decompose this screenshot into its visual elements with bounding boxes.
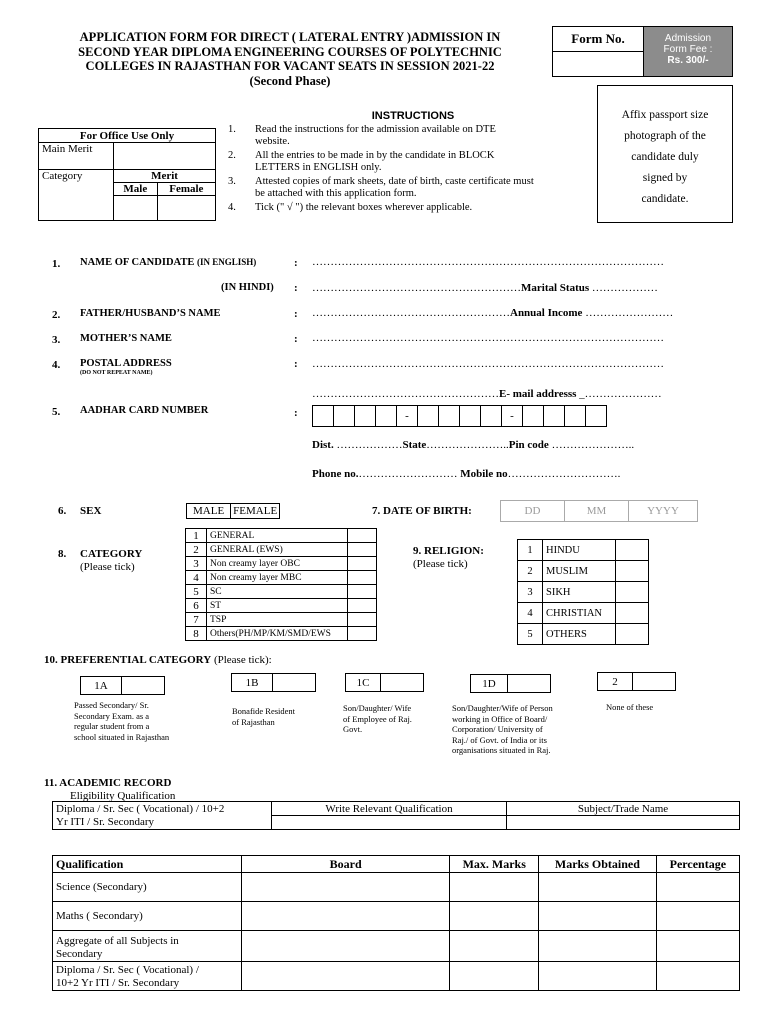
preferential-desc-line: working in Office of Board/	[452, 713, 548, 724]
preferential-option-1c	[345, 673, 424, 692]
category-num: 8.	[58, 548, 67, 560]
aadhar-digit-box[interactable]	[334, 406, 355, 427]
f1-label	[80, 257, 256, 268]
marks-row-line1: Diploma / Sr. Sec ( Vocational) /	[56, 964, 199, 976]
preferential-description	[343, 703, 412, 735]
dist-row[interactable]	[312, 439, 634, 451]
category-row-name: Others(PH/MP/KM/SMD/EWS	[207, 627, 348, 641]
form-fee-box	[643, 26, 733, 77]
category-row	[186, 627, 377, 641]
category-row	[186, 557, 377, 571]
religion-tick-box[interactable]	[616, 624, 649, 645]
address-field-line-1[interactable]: ……………………………………………………………………………………	[312, 358, 664, 370]
instruction-item	[228, 202, 568, 215]
marks-row	[53, 902, 740, 931]
f1-colon: :	[294, 257, 298, 269]
title-line-3: COLLEGES IN RAJASTHAN FOR VACANT SEATS IN SESSION 2021-22	[85, 59, 495, 73]
sex-num: 6.	[58, 505, 67, 517]
category-tick-box[interactable]	[348, 543, 377, 557]
category-tick-box[interactable]	[348, 529, 377, 543]
fee-line-2: Form Fee :	[663, 44, 713, 55]
marks-row	[53, 962, 740, 991]
category-table	[185, 528, 377, 641]
aadhar-digit-box[interactable]	[523, 406, 544, 427]
office-title: For Office Use Only	[39, 129, 216, 143]
f4-colon: :	[294, 358, 298, 370]
marks-row-line2: 10+2 Yr ITI / Sr. Secondary	[56, 977, 180, 989]
f2-colon: :	[294, 308, 298, 320]
preferential-description	[606, 702, 653, 713]
f1-name-english-field[interactable]: ……………………………………………………………………………………	[312, 256, 664, 268]
preferential-code: 1B	[232, 674, 273, 692]
category-row-name: Non creamy layer OBC	[207, 557, 348, 571]
email-label: E- mail addresss	[499, 388, 577, 400]
marks-row-line1: Aggregate of all Subjects in	[56, 935, 179, 947]
marks-input-cell[interactable]	[242, 902, 450, 931]
category-tick-box[interactable]	[348, 571, 377, 585]
preferential-description	[74, 700, 169, 742]
religion-row-name: CHRISTIAN	[543, 603, 616, 624]
mobile-label: Mobile no	[460, 468, 508, 480]
form-title	[30, 30, 550, 88]
preferential-tick-box[interactable]	[122, 677, 165, 695]
instruction-item	[228, 150, 568, 175]
preferential-option-2	[597, 672, 676, 691]
preferential-heading	[44, 654, 272, 666]
income-dots: ……………………	[585, 307, 674, 319]
marital-label: Marital Status	[521, 282, 590, 294]
f4-num: 4.	[52, 359, 61, 371]
mother-name-field[interactable]: ……………………………………………………………………………………	[312, 332, 664, 344]
aadhar-digit-box[interactable]	[313, 406, 334, 427]
phone-dots: ………………………	[358, 468, 458, 480]
instruction-line1: Read the instructions for the admission available on DTE	[255, 123, 496, 135]
marks-input-cell[interactable]	[242, 962, 450, 991]
category-row-name: TSP	[207, 613, 348, 627]
category-office-label: Category	[39, 170, 114, 221]
relevant-qualification-field[interactable]	[272, 816, 507, 830]
category-row	[186, 543, 377, 557]
office-use-table	[38, 128, 216, 221]
photo-line-2: photograph of the	[624, 130, 706, 142]
religion-table	[517, 539, 649, 645]
aadhar-digit-box[interactable]	[376, 406, 397, 427]
preferential-code: 2	[598, 673, 633, 691]
preferential-desc-line: Son/Daughter/Wife of Person	[452, 703, 553, 713]
hindi-colon: :	[294, 282, 298, 294]
category-row	[186, 571, 377, 585]
marks-row-label	[53, 902, 242, 931]
marks-input-cell[interactable]	[656, 902, 739, 931]
marks-header-cell: Max. Marks	[450, 856, 539, 873]
aadhar-digit-box[interactable]	[355, 406, 376, 427]
aadhar-digit-box[interactable]	[544, 406, 565, 427]
instruction-num: 3.	[228, 175, 236, 187]
preferential-sub: (Please tick):	[213, 654, 272, 666]
instructions	[228, 110, 568, 214]
preferential-desc-line: organisations situated in Raj.	[452, 745, 551, 755]
marital-dots: ………………	[591, 282, 658, 294]
religion-row	[518, 540, 649, 561]
marks-input-cell[interactable]	[450, 873, 539, 902]
instruction-num: 2.	[228, 149, 236, 161]
instruction-line2: website.	[255, 136, 290, 147]
eligibility-label: Eligibility Qualification	[70, 790, 176, 802]
dob-boxes	[500, 500, 698, 522]
preferential-tick-box[interactable]	[273, 674, 316, 692]
title-line-2: SECOND YEAR DIPLOMA ENGINEERING COURSES OF POLYTECHNIC	[78, 44, 502, 59]
aadhar-digit-box[interactable]	[481, 406, 502, 427]
preferential-code: 1C	[346, 674, 381, 692]
category-row	[186, 529, 377, 543]
dob-mm-field[interactable]: MM	[565, 501, 629, 522]
religion-tick-box[interactable]	[616, 561, 649, 582]
aadhar-digit-box[interactable]	[565, 406, 586, 427]
preferential-desc-line: Raj./ of Govt. of India or its	[452, 734, 547, 745]
state-dots: …………………..	[426, 439, 509, 451]
category-tick-box[interactable]	[348, 599, 377, 613]
instruction-num: 1.	[228, 123, 236, 135]
instruction-text	[255, 202, 568, 215]
elig-col1-line1: Diploma / Sr. Sec ( Vocational) / 10+2	[56, 802, 225, 815]
sex-boxes	[186, 503, 280, 519]
religion-row-num: 2	[518, 561, 543, 582]
preferential-option-1d	[470, 674, 551, 693]
photo-line-5: candidate.	[641, 193, 689, 205]
marks-input-cell[interactable]	[656, 962, 739, 991]
father-name-field[interactable]	[312, 307, 673, 319]
category-tick-box[interactable]	[348, 557, 377, 571]
f3-label: MOTHER’S NAME	[80, 333, 172, 344]
religion-row-name: SIKH	[543, 582, 616, 603]
category-tick-box[interactable]	[348, 585, 377, 599]
religion-tick-box[interactable]	[616, 603, 649, 624]
aadhar-separator: -	[397, 406, 418, 427]
instruction-line2: be attached with this application form.	[255, 188, 417, 199]
elig-col3-header: Subject/Trade Name	[507, 802, 740, 816]
religion-row-name: HINDU	[543, 540, 616, 561]
photo-line-1: Affix passport size	[621, 109, 709, 121]
category-row-name: SC	[207, 585, 348, 599]
eligibility-qualification-cell	[53, 802, 272, 830]
instruction-line1: Tick (" √ ") the relevant boxes wherever applicable.	[255, 201, 473, 213]
male-merit-field[interactable]	[114, 196, 158, 221]
pin-dots: …………………..	[551, 439, 635, 451]
academic-label: 11. ACADEMIC RECORD	[44, 777, 172, 789]
preferential-desc-line: of Rajasthan	[232, 716, 275, 727]
dist-label: Dist.	[312, 439, 334, 451]
aadhar-boxes	[312, 405, 607, 427]
main-merit-label: Main Merit	[39, 143, 114, 170]
form-no-label: Form No.	[553, 27, 643, 52]
subject-trade-field[interactable]	[507, 816, 740, 830]
category-row-num: 2	[186, 543, 207, 557]
preferential-desc-line: Bonafide Resident	[232, 706, 296, 716]
preferential-description	[232, 706, 295, 727]
instructions-title: INSTRUCTIONS	[371, 110, 455, 122]
aadhar-digit-box[interactable]	[439, 406, 460, 427]
form-no-box[interactable]	[552, 26, 644, 77]
preferential-desc-line: None of these	[606, 702, 654, 712]
dob-yyyy-field[interactable]: YYYY	[629, 501, 698, 522]
marks-input-cell[interactable]	[539, 873, 657, 902]
marks-input-cell[interactable]	[539, 931, 657, 962]
category-tick-box[interactable]	[348, 613, 377, 627]
instruction-item	[228, 124, 568, 149]
religion-row-num: 1	[518, 540, 543, 561]
category-row-num: 4	[186, 571, 207, 585]
photo-line-3: candidate duly	[631, 151, 699, 163]
category-label: CATEGORY	[80, 548, 143, 560]
preferential-desc-line: Son/Daughter/ Wife	[343, 703, 412, 713]
marks-header-cell: Percentage	[656, 856, 739, 873]
f4-sub: (DO NOT REPEAT NAME)	[80, 370, 153, 376]
pin-label: Pin code	[508, 439, 549, 451]
income-label: Annual Income	[510, 307, 583, 319]
f1-label-text: NAME OF CANDIDATE	[80, 257, 195, 268]
marks-input-cell[interactable]	[450, 962, 539, 991]
marks-input-cell[interactable]	[656, 931, 739, 962]
preferential-label: 10. PREFERENTIAL CATEGORY	[44, 654, 212, 666]
instruction-num: 4.	[228, 201, 236, 213]
main-merit-field[interactable]	[114, 143, 216, 170]
fee-line-1: Admission	[664, 33, 712, 44]
marks-input-cell[interactable]	[242, 873, 450, 902]
dob-dd-field[interactable]: DD	[501, 501, 565, 522]
preferential-desc-line: Govt.	[343, 724, 363, 734]
preferential-desc-line: Passed Secondary/ Sr.	[74, 700, 149, 710]
marks-header-cell: Board	[242, 856, 450, 873]
f1-sub: (IN ENGLISH)	[196, 257, 257, 267]
religion-row-num: 4	[518, 603, 543, 624]
preferential-desc-line: Secondary Exam. as a	[74, 710, 150, 721]
instruction-text	[255, 150, 568, 175]
religion-row	[518, 582, 649, 603]
marks-row	[53, 873, 740, 902]
eligibility-table	[52, 801, 740, 830]
f2-label: FATHER/HUSBAND’S NAME	[80, 308, 221, 319]
phone-row[interactable]	[312, 468, 620, 480]
f1-num: 1.	[52, 258, 61, 270]
religion-row-name: MUSLIM	[543, 561, 616, 582]
f2-num: 2.	[52, 309, 61, 321]
preferential-option-1a	[80, 676, 165, 695]
category-sub: (Please tick)	[80, 561, 135, 573]
fee-line-3: Rs. 300/-	[667, 55, 709, 66]
marks-header-cell: Qualification	[53, 856, 242, 873]
instruction-text	[255, 124, 568, 149]
f3-num: 3.	[52, 334, 61, 346]
category-row-num: 3	[186, 557, 207, 571]
f5-colon: :	[294, 407, 298, 419]
category-row-num: 5	[186, 585, 207, 599]
marks-input-cell[interactable]	[539, 902, 657, 931]
dist-dots: ………………	[336, 439, 403, 451]
aadhar-digit-box[interactable]	[586, 406, 607, 427]
aadhar-separator: -	[502, 406, 523, 427]
marks-row-line2: Secondary	[56, 948, 103, 960]
female-label: Female	[157, 183, 215, 196]
religion-tick-box[interactable]	[616, 582, 649, 603]
marks-row-line1: Maths ( Secondary)	[56, 909, 143, 922]
photo-box[interactable]	[597, 85, 733, 223]
hindi-label: (IN HINDI)	[221, 282, 274, 293]
elig-col1-line2: Yr ITI / Sr. Secondary	[56, 815, 155, 828]
preferential-option-1b	[231, 673, 316, 692]
aadhar-digit-box[interactable]	[418, 406, 439, 427]
religion-sub: (Please tick)	[413, 558, 468, 570]
category-row	[186, 585, 377, 599]
instruction-item	[228, 176, 568, 201]
instruction-line1: All the entries to be made in by the candidate in BLOCK	[255, 149, 495, 161]
merit-label: Merit	[114, 170, 216, 183]
religion-row	[518, 603, 649, 624]
category-row-num: 1	[186, 529, 207, 543]
marks-input-cell[interactable]	[656, 873, 739, 902]
instruction-line2: LETTERS in ENGLISH only.	[255, 162, 382, 173]
religion-row-num: 3	[518, 582, 543, 603]
category-tick-box[interactable]	[348, 627, 377, 641]
marks-input-cell[interactable]	[242, 931, 450, 962]
marks-row-label	[53, 962, 242, 991]
sex-female-option[interactable]: FEMALE	[231, 504, 280, 519]
category-row-name: GENERAL	[207, 529, 348, 543]
instruction-line1: Attested copies of mark sheets, date of birth, caste certificate must	[255, 175, 534, 187]
category-row-num: 6	[186, 599, 207, 613]
category-row-name: ST	[207, 599, 348, 613]
religion-tick-box[interactable]	[616, 540, 649, 561]
preferential-tick-box[interactable]	[381, 674, 424, 692]
marks-row-label	[53, 873, 242, 902]
religion-row-name: OTHERS	[543, 624, 616, 645]
marks-row	[53, 931, 740, 962]
preferential-desc-line: school situated in Rajasthan	[74, 731, 170, 742]
f4-label: POSTAL ADDRESS	[80, 358, 172, 369]
marks-row-label	[53, 931, 242, 962]
category-row-name: Non creamy layer MBC	[207, 571, 348, 585]
marks-input-cell[interactable]	[539, 962, 657, 991]
religion-row	[518, 561, 649, 582]
category-row-name: GENERAL (EWS)	[207, 543, 348, 557]
marks-table	[52, 855, 740, 991]
religion-row-num: 5	[518, 624, 543, 645]
f3-colon: :	[294, 333, 298, 345]
religion-row	[518, 624, 649, 645]
f5-label: AADHAR CARD NUMBER	[80, 405, 209, 416]
preferential-description	[452, 703, 553, 756]
hindi-dots: …………………………………………………	[312, 282, 521, 294]
category-row	[186, 599, 377, 613]
hindi-name-field[interactable]	[312, 282, 658, 294]
preferential-code: 1A	[81, 677, 122, 695]
preferential-desc-line: Corporation/ University of	[452, 724, 543, 734]
marks-header-cell: Marks Obtained	[539, 856, 657, 873]
photo-line-4: signed by	[642, 172, 688, 184]
preferential-desc-line: of Employee of Raj.	[343, 713, 412, 724]
email-dots: _…………………	[579, 388, 662, 400]
instruction-text	[255, 176, 568, 201]
female-merit-field[interactable]	[157, 196, 215, 221]
male-label: Male	[114, 183, 158, 196]
dob-label: 7. DATE OF BIRTH:	[372, 505, 472, 517]
religion-label: 9. RELIGION:	[413, 545, 484, 557]
category-row-num: 8	[186, 627, 207, 641]
state-label: State	[402, 439, 427, 451]
mobile-dots: ………………………….	[507, 468, 621, 480]
marks-row-line1: Science (Secondary)	[56, 880, 147, 893]
f2-dots: ………………………………………………	[312, 307, 510, 319]
marks-header-row	[53, 856, 740, 873]
preferential-tick-box[interactable]	[508, 675, 551, 693]
marks-input-cell[interactable]	[450, 931, 539, 962]
aadhar-digit-box[interactable]	[460, 406, 481, 427]
preferential-tick-box[interactable]	[633, 673, 676, 691]
elig-col2-header: Write Relevant Qualification	[272, 802, 507, 816]
category-row-num: 7	[186, 613, 207, 627]
category-row	[186, 613, 377, 627]
phone-label: Phone no.	[312, 468, 359, 480]
title-line-1: APPLICATION FORM FOR DIRECT ( LATERAL ENTRY )ADMISSION IN	[79, 30, 501, 44]
sex-male-option[interactable]: MALE	[187, 504, 231, 519]
title-line-4: (Second Phase)	[249, 73, 331, 88]
preferential-desc-line: regular student from a	[74, 721, 150, 731]
marks-input-cell[interactable]	[450, 902, 539, 931]
f4-dots2: ……………………………………………	[312, 388, 499, 400]
sex-label: SEX	[80, 505, 102, 517]
address-field-line-2[interactable]	[312, 388, 662, 400]
f5-num: 5.	[52, 406, 61, 418]
preferential-code: 1D	[471, 675, 508, 693]
